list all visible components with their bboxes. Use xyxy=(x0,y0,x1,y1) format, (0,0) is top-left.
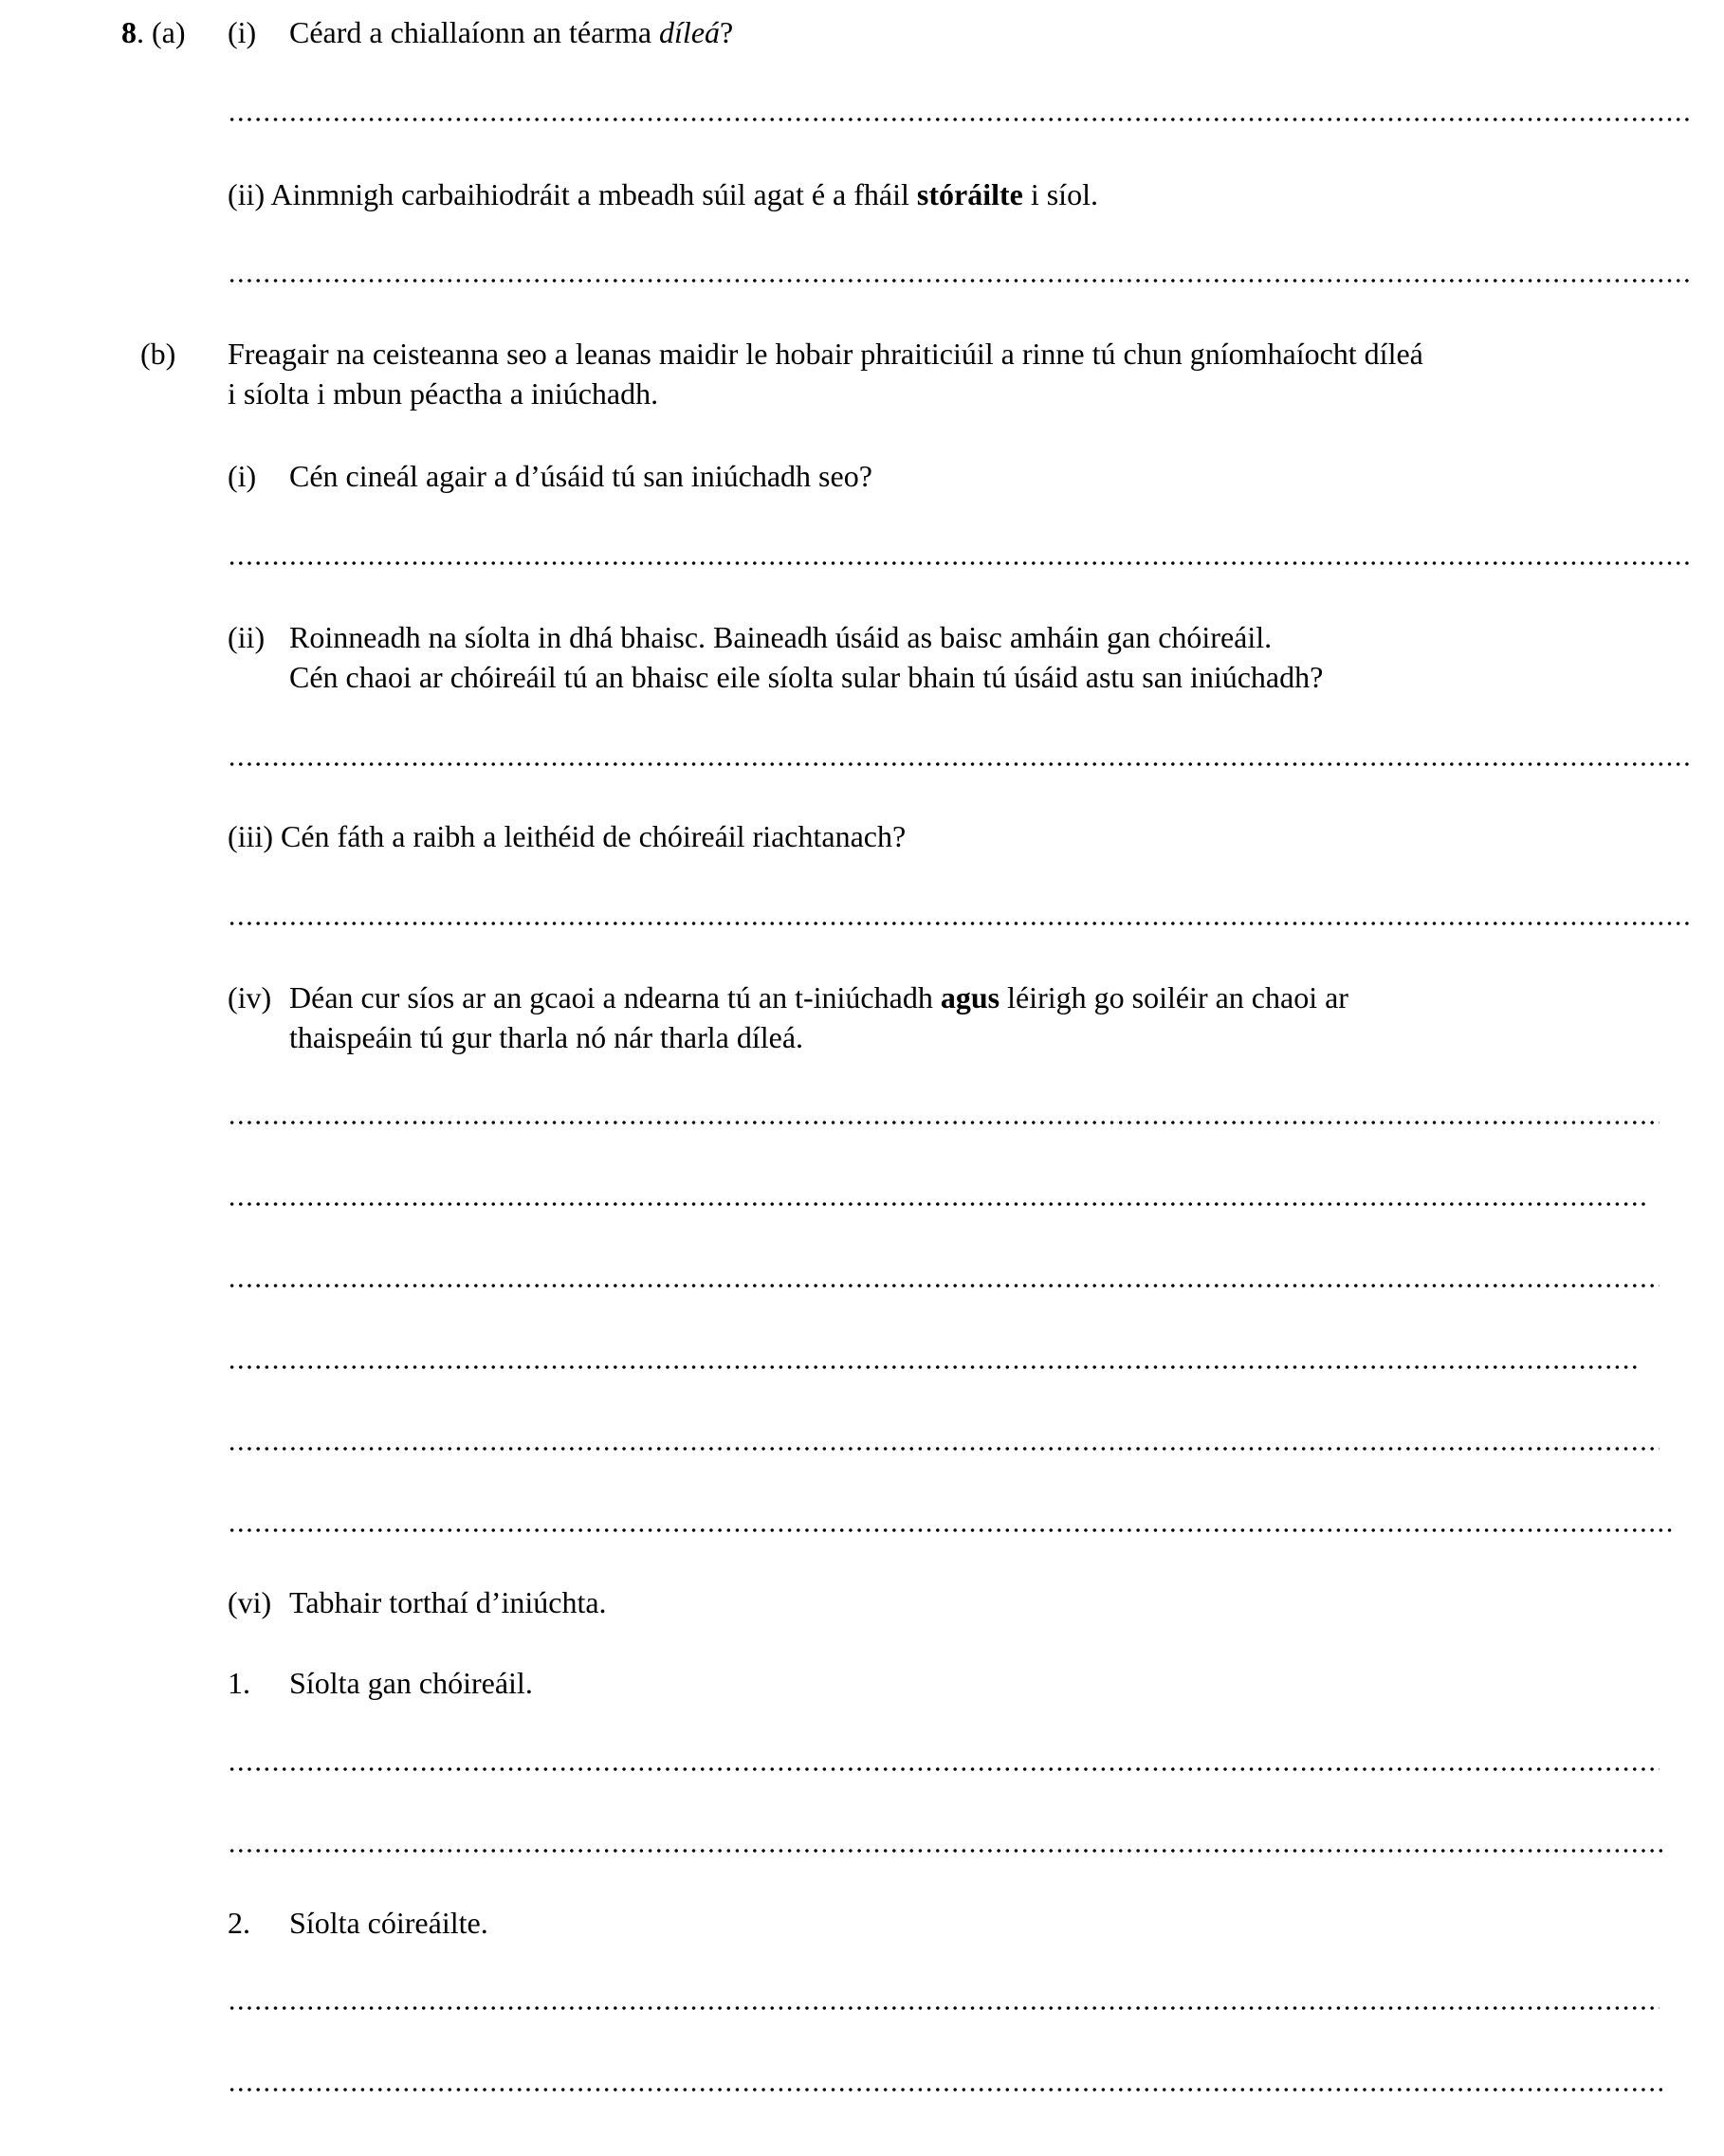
sub-b-i-label: (i) xyxy=(228,459,257,493)
number-period: . xyxy=(137,15,144,49)
text: ? xyxy=(720,15,734,49)
answer-line-b-iv-1[interactable] xyxy=(228,1121,1660,1124)
sub-ii-label: (ii) xyxy=(228,177,266,211)
text: Céard a chiallaíonn an téarma xyxy=(289,15,660,49)
sub-b-iv-label: (iv) xyxy=(228,980,272,1014)
result-item-1-text: Síolta gan chóireáil. xyxy=(289,1666,533,1700)
answer-line-b-iii[interactable] xyxy=(228,922,1693,925)
question-b-ii-line1: Roinneadh na síolta in dhá bhaisc. Baineadh úsáid as baisc amháin gan chóireáil. xyxy=(289,620,1273,654)
text: i síol. xyxy=(1022,177,1098,211)
question-a-ii xyxy=(228,175,1098,213)
answer-line-vi-1b[interactable] xyxy=(228,1849,1664,1853)
question-a-i-text xyxy=(289,13,733,51)
text: Déan cur síos ar an gcaoi a ndearna tú an t-iniúchadh xyxy=(289,980,941,1014)
question-number: 8 xyxy=(121,15,137,49)
answer-line-a-ii[interactable] xyxy=(228,279,1693,283)
part-b-intro-line2: i síolta i mbun péactha a iniúchadh. xyxy=(228,376,659,411)
sub-b-iii-label: (iii) xyxy=(228,819,273,853)
text: Ainmnigh carbaihiodráit a mbeadh súil agat é a fháil xyxy=(270,177,917,211)
answer-line-b-ii[interactable] xyxy=(228,762,1693,766)
text: léirigh go soiléir an chaoi ar xyxy=(1000,980,1348,1014)
result-item-1-num: 1. xyxy=(228,1666,250,1700)
answer-line-b-iv-3[interactable] xyxy=(228,1284,1660,1288)
sub-b-ii-label: (ii) xyxy=(228,620,266,654)
answer-line-vi-2a[interactable] xyxy=(228,2006,1660,2010)
question-b-vi-text: Tabhair torthaí d’iniúchta. xyxy=(289,1585,607,1619)
bold-storailte: stóráilte xyxy=(916,177,1023,211)
question-b-iii xyxy=(228,817,906,855)
question-b-iv-line2: thaispeáin tú gur tharla nó nár tharla díleá. xyxy=(289,1020,804,1054)
question-b-iv-line1 xyxy=(289,978,1348,1016)
answer-line-vi-2b[interactable] xyxy=(228,2088,1664,2092)
part-b-label: (b) xyxy=(140,337,176,371)
answer-line-a-i[interactable] xyxy=(228,118,1693,121)
bold-agus: agus xyxy=(940,980,1000,1014)
question-8a-i xyxy=(121,13,186,51)
answer-line-b-iv-5[interactable] xyxy=(228,1447,1660,1451)
sub-i-label: (i) xyxy=(228,15,257,49)
answer-line-vi-1a[interactable] xyxy=(228,1767,1660,1771)
result-item-2-num: 2. xyxy=(228,1906,250,1940)
result-item-2-text: Síolta cóireáilte. xyxy=(289,1906,488,1940)
term-dilea: díleá xyxy=(659,15,721,49)
answer-line-b-iv-6[interactable] xyxy=(228,1528,1674,1532)
question-b-iii-text: Cén fáth a raibh a leithéid de chóireáil riachtanach? xyxy=(280,819,907,853)
answer-line-b-iv-4[interactable] xyxy=(228,1365,1641,1369)
question-b-ii-line2: Cén chaoi ar chóireáil tú an bhaisc eile síolta sular bhain tú úsáid astu san iniúchadh? xyxy=(289,660,1324,694)
answer-line-b-iv-2[interactable] xyxy=(228,1202,1650,1206)
question-b-i-text: Cén cineál agair a d’úsáid tú san iniúchadh seo? xyxy=(289,459,872,493)
answer-line-b-i[interactable] xyxy=(228,561,1693,565)
sub-b-vi-label: (vi) xyxy=(228,1585,272,1619)
part-b-intro-line1: Freagair na ceisteanna seo a leanas maidir le hobair phraiticiúil a rinne tú chun gníomhaíocht díleá xyxy=(228,337,1423,371)
part-a-label: (a) xyxy=(152,15,186,49)
